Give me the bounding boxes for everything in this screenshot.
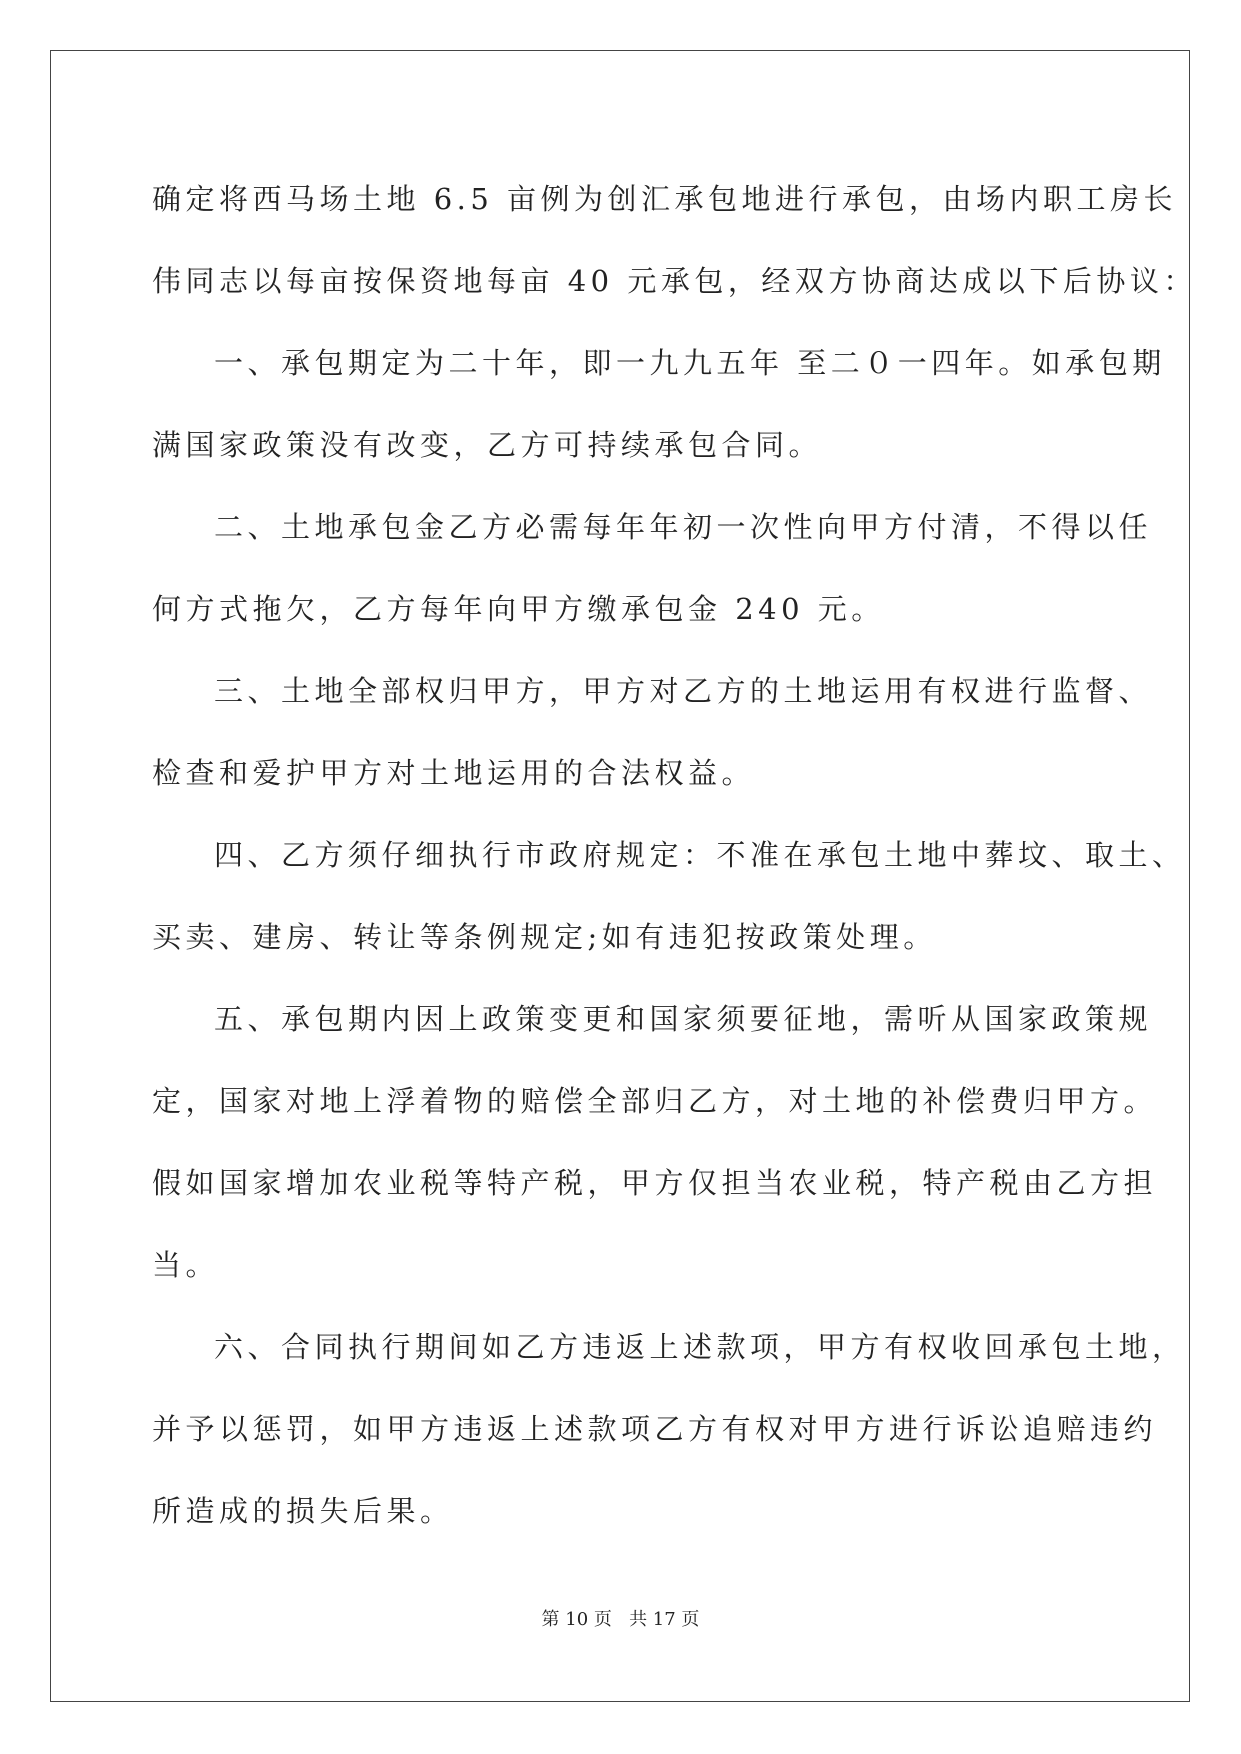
text-line: 所造成的损失后果。 — [152, 1494, 454, 1528]
text-line: 二、土地承包金乙方必需每年年初一次性向甲方付清，不得以任 — [214, 510, 1153, 544]
footer-separator — [612, 1609, 629, 1630]
text-line: 买卖、建房、转让等条例规定;如有违犯按政策处理。 — [152, 920, 937, 954]
text-line: 确定将西马场土地 6.5 亩例为创汇承包地进行承包，由场内职工房长 — [152, 182, 1178, 216]
text-line: 一、承包期定为二十年，即一九九五年 至二０一四年。如承包期 — [214, 346, 1166, 380]
text-line: 四、乙方须仔细执行市政府规定：不准在承包土地中葬坟、取土、 — [214, 838, 1186, 872]
page-total: 共 17 页 — [629, 1609, 700, 1630]
text-line: 定，国家对地上浮着物的赔偿全部归乙方，对土地的补偿费归甲方。 — [152, 1084, 1158, 1118]
page-number: 第 10 页 — [541, 1609, 612, 1630]
text-line: 假如国家增加农业税等特产税，甲方仅担当农业税，特产税由乙方担 — [152, 1166, 1158, 1200]
text-line: 当。 — [152, 1248, 220, 1282]
text-line: 满国家政策没有改变，乙方可持续承包合同。 — [152, 428, 823, 462]
document-body — [152, 158, 1197, 1552]
text-line: 三、土地全部权归甲方，甲方对乙方的土地运用有权进行监督、 — [214, 674, 1153, 708]
page-footer — [0, 1608, 1241, 1632]
text-line: 何方式拖欠，乙方每年向甲方缴承包金 240 元。 — [152, 592, 885, 626]
text-line: 伟同志以每亩按保资地每亩 40 元承包，经双方协商达成以下后协议： — [152, 264, 1197, 298]
text-line: 并予以惩罚，如甲方违返上述款项乙方有权对甲方进行诉讼追赔违约 — [152, 1412, 1158, 1446]
text-line: 检查和爱护甲方对土地运用的合法权益。 — [152, 756, 756, 790]
text-line: 五、承包期内因上政策变更和国家须要征地，需听从国家政策规 — [214, 1002, 1153, 1036]
text-line: 六、合同执行期间如乙方违返上述款项，甲方有权收回承包土地， — [214, 1330, 1186, 1364]
